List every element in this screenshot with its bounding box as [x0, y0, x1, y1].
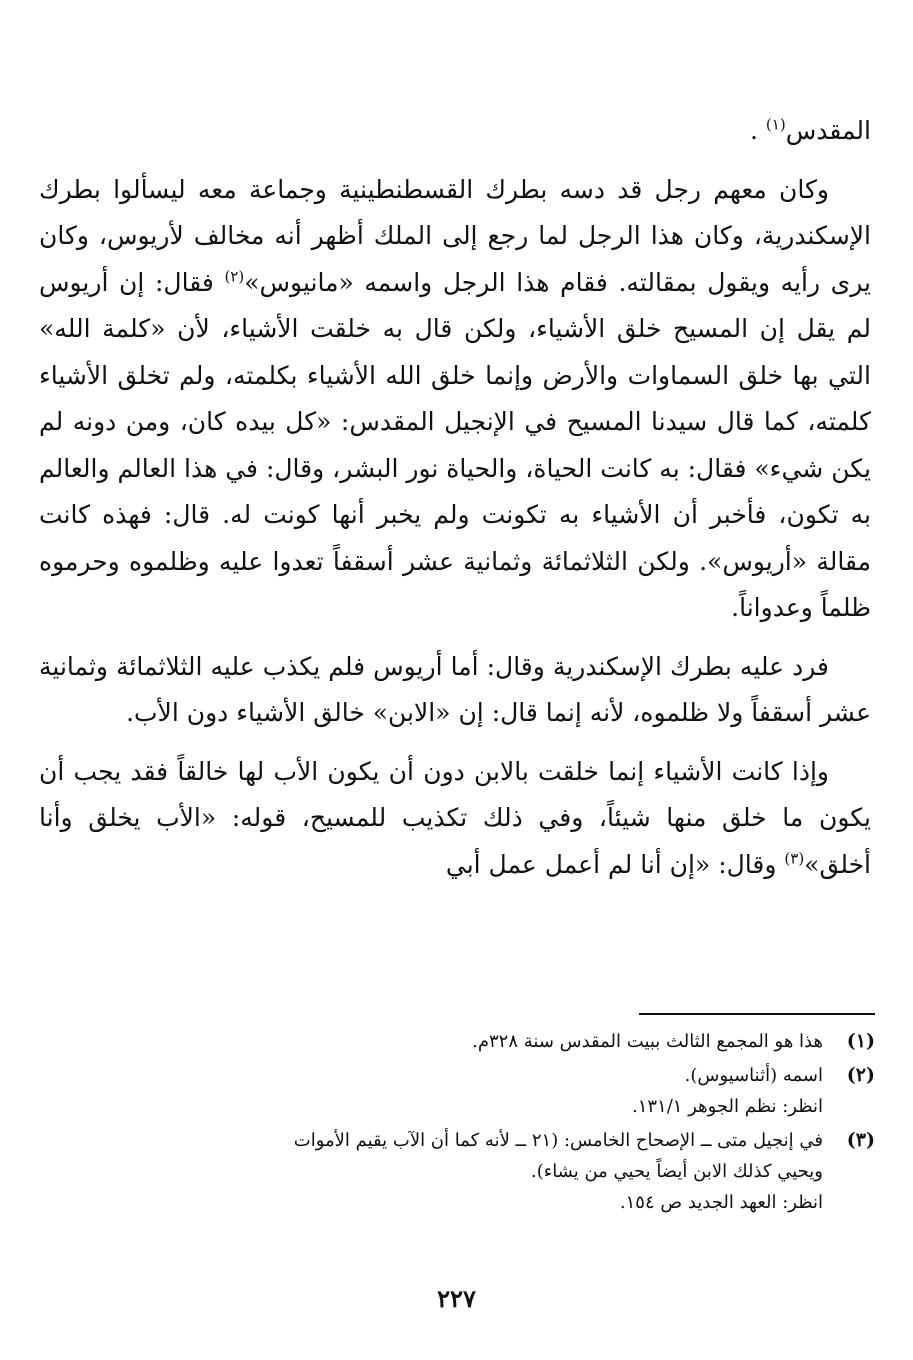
paragraph-2: [39, 167, 871, 632]
footnotes: [39, 1026, 875, 1221]
footnote-ref-3: (٣): [784, 849, 805, 868]
paragraph-4: [39, 749, 871, 889]
footnote-2: [39, 1060, 875, 1122]
footnote-line: هذا هو المجمع الثالث ببيت المقدس سنة ٣٢٨م.: [472, 1031, 823, 1052]
footnote-divider: [639, 1013, 875, 1015]
footnote-line: ويحيي كذلك الابن أيضاً يحيي من يشاء).: [530, 1161, 823, 1182]
paragraph-text: وكان معهم رجل قد دسه بطرك القسطنطينية وجماعة معه ليسألوا بطرك الإسكندرية، وكان هذا الرجل لما رجع إلى الملك أظهر أنه مخالف لأريوس، وكان يرى رأيه ويقول بمقالته. فقام هذا الرجل واسمه «مانيوس»: [39, 174, 872, 297]
footnote-1: [39, 1026, 875, 1057]
footnote-number: (١): [846, 1030, 875, 1052]
paragraph-text: .: [750, 116, 766, 145]
paragraph-3: [39, 644, 871, 737]
footnote-number: (٢): [846, 1064, 875, 1086]
paragraph-text: المقدس: [785, 116, 871, 145]
paragraph-text: وقال: «إن أنا لم أعمل عمل أبي: [445, 849, 785, 879]
footnote-line: في إنجيل متى ــ الإصحاح الخامس: (٢١ ــ لأنه كما أن الآب يقيم الأموات: [293, 1130, 823, 1151]
footnote-line: اسمه (أثناسيوس).: [684, 1065, 823, 1086]
footnote-ref-2: (٢): [224, 267, 245, 286]
footnote-line: انظر: نظم الجوهر ١٣١/١.: [631, 1096, 823, 1117]
page-number: ٢٢٧: [437, 1284, 476, 1313]
paragraph-text: فرد عليه بطرك الإسكندرية وقال: أما أريوس فلم يكذب عليه الثلاثمائة وثمانية عشر أسقفاً ولا ظلموه، لأنه إنما قال: إن «الابن» خالق الأشياء دون الأب.: [39, 651, 871, 727]
footnote-3: [39, 1125, 875, 1218]
main-text: [39, 108, 871, 888]
paragraph-text: وإذا كانت الأشياء إنما خلقت بالابن دون أن يكون الأب لها خالقاً فقد يجب أن يكون ما خلق منها شيئاً، وفي ذلك تكذيب للمسيح، قوله: «الأب يخلق وأنا أخلق»: [39, 756, 871, 879]
paragraph-1: [39, 108, 871, 155]
footnote-line: انظر: العهد الجديد ص ١٥٤.: [619, 1192, 823, 1213]
footnote-number: (٣): [846, 1129, 875, 1151]
footnote-ref-1: (١): [765, 115, 786, 134]
paragraph-text: فقال: إن أريوس لم يقل إن المسيح خلق الأشياء، ولكن قال به خلقت الأشياء، لأن «كلمة الله» التي بها خلق السماوات والأرض وإنما خلق الله الأشياء بكلمته، ولم تخلق الأشياء كلمته، كما قال سيدنا المسيح في الإنجيل المقدس: «كل بيده كان، ومن دونه لم يكن شيء» فقال: به كانت الحياة، والحياة نور البشر، وقال: في هذا العالم والعالم به تكون، فأخبر أن الأشياء به تكونت ولم يخبر أنها كونت له. قال: فهذه كانت مقالة «أريوس». ولكن الثلاثمائة وثمانية عشر أسقفاً تعدوا عليه وظلموه وحرموه ظلماً وعدواناً.: [39, 267, 871, 622]
